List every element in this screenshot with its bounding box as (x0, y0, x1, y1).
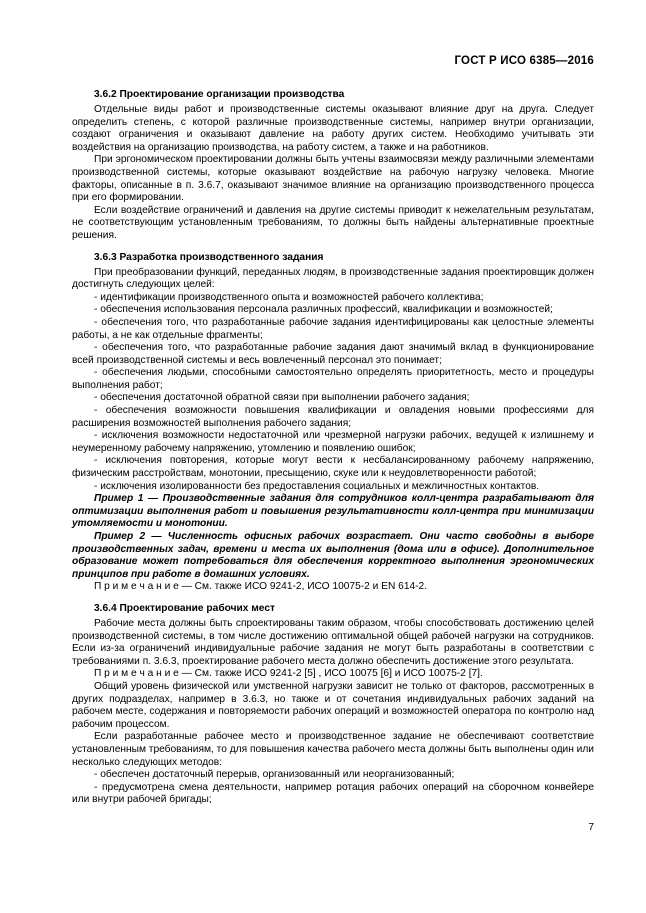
list-item: - обеспечения людьми, способными самостоятельно определять приоритетность, место и процедуры выполнения работ; (72, 367, 594, 391)
section-heading-3-6-3: 3.6.3 Разработка производственного задания (94, 251, 324, 263)
list-item: - предусмотрена смена деятельности, например ротация рабочих операций на сборочном конвейере или внутри рабочей бригады; (72, 781, 594, 806)
paragraph: Если воздействие ограничений и давления на другие системы приводит к нежелательным результатам, не соответствующим установленным требованиям, то должны быть найдены альтернативные проектные решения. (72, 204, 594, 241)
list-item: - обеспечения использования персонала различных профессий, квалификации и возможностей; (94, 304, 553, 316)
list-item: - исключения возможности недостаточной или чрезмерной нагрузки рабочих, ведущей к излишнему и неумеренному рабочему напряжению, утомлению и появлению ошибок; (72, 430, 594, 454)
section-heading-3-6-2: 3.6.2 Проектирование организации производства (94, 89, 345, 100)
list-item: - обеспечения того, что разработанные рабочие задания идентифицированы как целостные элементы работы, а не как отдельные фрагменты; (72, 316, 594, 341)
note: П р и м е ч а н и е — См. также ИСО 9241-2 [5] , ИСО 10075 [6] и ИСО 10075-2 [7]. (94, 668, 483, 680)
page-number: 7 (588, 822, 594, 833)
list-item: - обеспечения достаточной обратной связи при выполнении рабочего задания; (94, 392, 470, 404)
paragraph: Отдельные виды работ и производственные системы оказывают влияние друг на друга. Следует определить степень, с которой различные производственные системы, например внутри организации, создают ограничения и оказывают давление на работу других систем. Необходимо учитывать эти воздействия на организацию производства, на работу систем, а также и на работников. (72, 104, 594, 153)
list-item: - обеспечен достаточный перерыв, организованный или неорганизованный; (94, 769, 455, 781)
paragraph: Если разработанные рабочее место и производственное задание не обеспечивают соответствие установленным требованиям, то для повышения качества рабочего места должны быть выполнены один или несколько следующих методов: (72, 731, 594, 768)
list-item: - обеспечения того, что разработанные рабочие задания дают значимый вклад в функционирование всей производственной системы и весь вовлеченный персонал это понимает; (72, 342, 594, 366)
paragraph: Общий уровень физической или умственной нагрузки зависит не только от факторов, рассмотренных в других подразделах, например в 3.6.3, но также и от сочетания индивидуальных рабочих заданий на рабочем месте, содержания и повторяемости рабочих операций и возможностей оператора по контролю над рабочим процессом. (72, 680, 594, 730)
list-item: - исключения изолированности без предоставления социальных и межличностных контактов. (94, 480, 540, 492)
list-item: - идентификации производственного опыта и возможностей рабочего коллектива; (94, 291, 484, 303)
paragraph: При эргономическом проектировании должны быть учтены взаимосвязи между различными элементами производственной системы, которые оказывают воздействие на рабочую нагрузку человека. Многие факторы, описанные в п. 3.6.7, оказывают значимое влияние на организацию производственного процесса при его формировании. (72, 154, 594, 204)
section-heading-3-6-4: 3.6.4 Проектирование рабочих мест (94, 602, 275, 614)
example-1: Пример 1 — Производственные задания для сотрудников колл-центра разрабатывают для оптимизации выполнения работ и повышения результативности колл-центра при минимизации утомляемости и монотонии. (72, 493, 594, 530)
paragraph: При преобразовании функций, переданных людям, в производственные задания проектировщик должен достигнуть следующих целей: (72, 266, 594, 291)
list-item: - исключения повторения, которые могут вести к несбалансированному рабочему напряжению, физическим расстройствам, монотонии, пресыщению, скуке или к неудовлетворенности работой; (72, 455, 594, 480)
paragraph: Рабочие места должны быть спроектированы таким образом, чтобы способствовать достижению целей производственной системы, в том числе достижению оптимальной общей рабочей нагрузки на сотрудников. Если из-за ограничений индивидуальные рабочие задания не могут быть разработаны в соответствии с требованиями п. 3.6.3, проектирование рабочего места должно обеспечить достижение этого результата. (72, 617, 594, 667)
note: П р и м е ч а н и е — См. также ИСО 9241-2, ИСО 10075-2 и EN 614-2. (94, 581, 428, 593)
standard-header: ГОСТ Р ИСО 6385—2016 (454, 55, 594, 67)
list-item: - обеспечения возможности повышения квалификации и овладения новыми профессиями для расширения возможностей выполнения рабочего задания; (72, 405, 594, 429)
example-2: Пример 2 — Численность офисных рабочих возрастает. Они часто свободны в выборе производственных задач, времени и места их выполнения (дома или в офисе). Дополнительное образование может потребоваться для обеспечения корректного выполнения эргономических принципов при работе в домашних условиях. (72, 531, 594, 580)
